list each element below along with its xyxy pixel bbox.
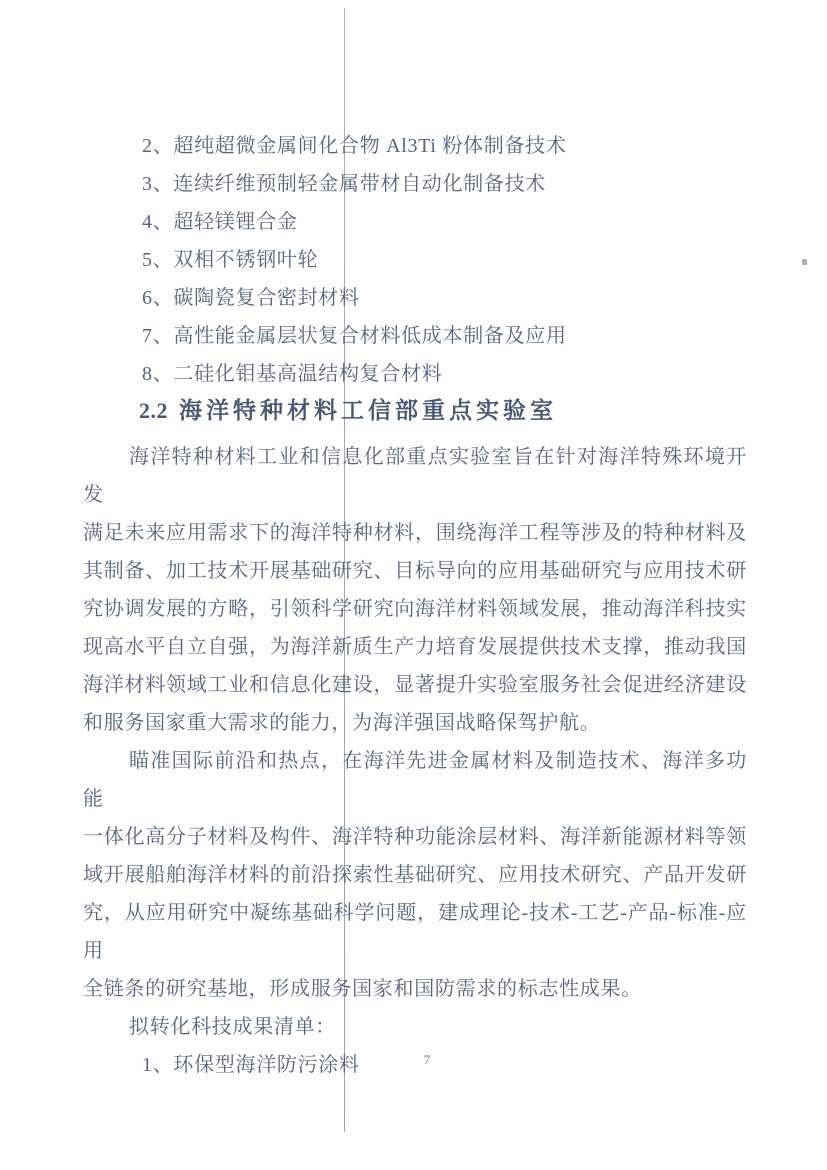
list-item: 2、超纯超微金属间化合物 Al3Ti 粉体制备技术 — [142, 135, 567, 157]
list-item: 8、二硅化钼基高温结构复合材料 — [142, 363, 443, 385]
list-item: 5、双相不锈钢叶轮 — [142, 249, 319, 271]
paragraph-line: 全链条的研究基地，形成服务国家和国防需求的标志性成果。 — [83, 978, 642, 1000]
paragraph-line: 域开展船舶海洋材料的前沿探索性基础研究、应用技术研究、产品开发研 — [83, 864, 747, 886]
paragraph-line: 究，从应用研究中凝练基础科学问题，建成理论-技术-工艺-产品-标准-应用 — [83, 902, 747, 962]
paragraph-line: 究协调发展的方略，引领科学研究向海洋材料领域发展，推动海洋科技实 — [83, 598, 747, 620]
list-item: 4、超轻镁锂合金 — [142, 211, 298, 233]
paragraph-line: 其制备、加工技术开展基础研究、目标导向的应用基础研究与应用技术研 — [83, 560, 747, 582]
paragraph-line: 现高水平自立自强，为海洋新质生产力培育发展提供技术支撑，推动我国 — [83, 636, 747, 658]
list-item: 6、碳陶瓷复合密封材料 — [142, 287, 360, 309]
paragraph-line: 海洋特种材料工业和信息化部重点实验室旨在针对海洋特殊环境开发 — [83, 446, 747, 506]
list-item: 3、连续纤维预制轻金属带材自动化制备技术 — [142, 173, 546, 195]
transfer-list-intro: 拟转化科技成果清单： — [129, 1016, 336, 1038]
section-title: 海洋特种材料工信部重点实验室 — [179, 397, 557, 423]
body-text — [83, 438, 747, 1084]
list-item: 7、高性能金属层状复合材料低成本制备及应用 — [142, 325, 567, 347]
paragraph-line: 一体化高分子材料及构件、海洋特种功能涂层材料、海洋新能源材料等领 — [83, 826, 747, 848]
achievements-list — [142, 127, 762, 393]
list-item: 1、环保型海洋防污涂料 — [142, 1054, 360, 1076]
paragraph-line: 瞄准国际前沿和热点，在海洋先进金属材料及制造技术、海洋多功能 — [83, 750, 747, 810]
paragraph-line: 海洋材料领域工业和信息化建设，显著提升实验室服务社会促进经济建设 — [83, 674, 747, 696]
page-number: 7 — [423, 1052, 431, 1067]
section-number: 2.2 — [139, 398, 168, 423]
paragraph-line: 和服务国家重大需求的能力，为海洋强国战略保驾护航。 — [83, 712, 601, 734]
section-heading — [139, 392, 557, 425]
scan-artifact — [802, 259, 807, 265]
paragraph-line: 满足未来应用需求下的海洋特种材料，围绕海洋工程等涉及的特种材料及 — [83, 522, 747, 544]
